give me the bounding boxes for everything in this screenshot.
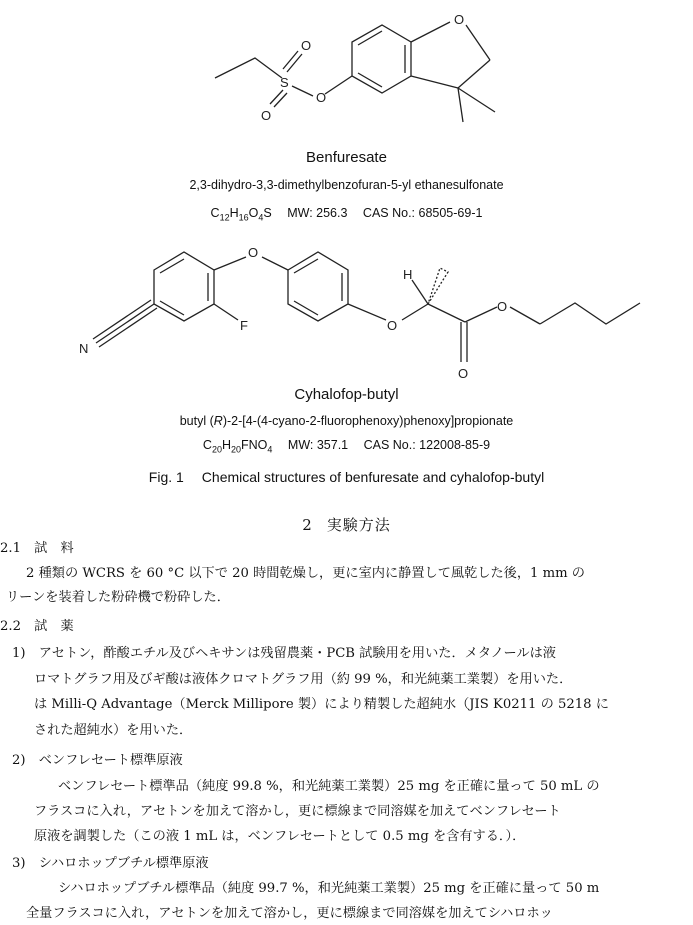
iupac-suffix: )-2-[4-(4-cyano-2-fluorophenoxy)phenoxy]propionate [222,414,514,428]
subsection-heading: 2.1 試 料 [0,541,74,556]
ester-oxygen-label: O [497,299,508,314]
paragraph-line: は Milli-Q Advantage（Merck Millipore 製）により精製した超純水（JIS K0211 の 5218 に [34,697,609,712]
benfuresate-properties [0,206,693,223]
cyhalofop-butyl-structure [0,230,693,381]
bridge-oxygen-label: O [248,245,259,260]
carbonyl-oxygen-label: O [458,366,469,381]
paragraph-line: ベンフレセート標準品（純度 99.8 %，和光純薬工業製）25 mg を正確に量って 50 mL の [58,779,600,794]
figure-caption [0,469,693,485]
cyhalofop-butyl-name: Cyhalofop-butyl [294,386,399,403]
section-number: 2 [302,516,313,534]
list-item: 3) シハロホップブチル標準原液 [12,856,209,871]
paragraph-line: ロマトグラフ用及びギ酸は液体クロマトグラフ用（約 99 %，和光純薬工業製）を用いた． [34,672,573,687]
benfuresate-name: Benfuresate [306,149,387,166]
cyhalofop-butyl-mw: MW: 357.1 [287,438,349,452]
section-heading [0,514,693,535]
cyhalofop-butyl-properties [0,438,693,455]
benfuresate-mw: MW: 256.3 [287,206,348,220]
iupac-prefix: butyl ( [179,414,214,428]
paragraph-line: 全量フラスコに入れ，アセトンを加えて溶かし，更に標線まで同溶媒を加えてシハロホッ [26,906,553,921]
ring-oxygen-label: O [454,12,465,27]
cyhalofop-butyl-iupac [0,414,693,428]
paragraph-line: フラスコに入れ，アセトンを加えて溶かし，更に標線まで同溶媒を加えてベンフレセート [34,804,561,819]
paragraph-line: 2 種類の WCRS を 60 °C 以下で 20 時間乾燥し，更に室内に静置して風乾した後，1 mm の [26,566,585,581]
benfuresate-formula: $C_{12}H_{16}O_4S$ [210,206,272,223]
paragraph-line: 原液を調製した（この液 1 mL は，ベンフレセートとして 0.5 mg を含有する．）． [34,829,526,844]
cyhalofop-butyl-formula: $C_{20}H_{20}FNO_4$ [202,438,273,455]
list-item: 2) ベンフレセート標準原液 [12,753,183,768]
sulfur-label: S [280,75,289,90]
paragraph-line: リーンを装着した粉砕機で粉砕した． [6,590,230,605]
benfuresate-cas: CAS No.: 68505-69-1 [362,206,483,220]
paragraph-line: された超純水）を用いた． [34,723,193,738]
benfuresate-iupac: 2,3-dihydro-3,3-dimethylbenzofuran-5-yl ethanesulfonate [189,178,504,192]
list-item: 1) アセトン，酢酸エチル及びヘキサンは残留農薬・PCB 試験用を用いた．メタノールは液 [12,646,556,661]
figure-caption-text: Chemical structures of benfuresate and cyhalofop-butyl [201,469,545,485]
sulfonyl-oxygen-top-label: O [301,38,312,53]
ester-oxygen-label: O [316,90,327,105]
sulfonyl-oxygen-bottom-label: O [261,108,272,123]
ether-oxygen-label: O [387,318,398,333]
figure-label: Fig. 1 [148,469,184,485]
paragraph-line: シハロホップブチル標準品（純度 99.7 %，和光純薬工業製）25 mg を正確に量って 50 m [58,881,600,896]
section-title: 実験方法 [326,516,391,534]
iupac-stereo: R [213,414,223,428]
nitrile-nitrogen-label: N [79,341,89,356]
subsection-heading: 2.2 試 薬 [0,619,74,634]
hydrogen-label: H [403,267,413,282]
benfuresate-structure [0,0,693,140]
cyhalofop-butyl-cas: CAS No.: 122008-85-9 [363,438,491,452]
fluorine-label: F [240,318,248,333]
